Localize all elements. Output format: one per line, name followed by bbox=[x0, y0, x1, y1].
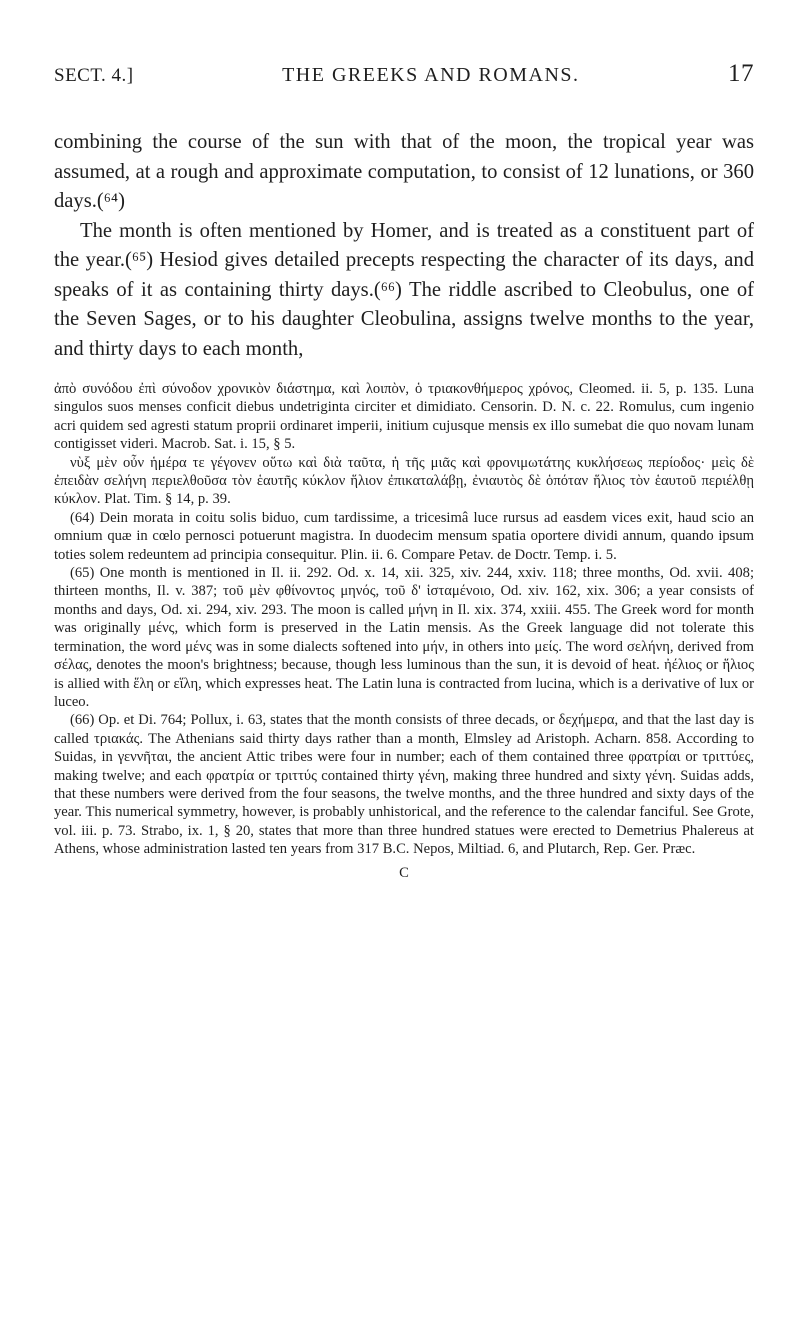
footnote: (65) One month is mentioned in Il. ii. 292. Od. x. 14, xii. 325, xiv. 244, xxiv. 118; three months, Od. xvii. 408; thirteen months, Il. v. 387; τοῦ μὲν φθίνοντος μηνός, τοῦ δ' ἱσταμένοιο, Od. xiv. 162, xix. 306; a year consists of months and days, Od. xi. 294, xiv. 293. The moon is called μήνη in Il. xix. 374, xxiii. 455. The Greek word for month was originally μένς, which form is preserved in the Latin mensis. As the Greek language did not tolerate this termination, the word μένς was in some dialects softened into μήν, in others into μείς. The word σελήνη, derived from σέλας, denotes the moon's brightness; because, though less luminous than the sun, it is devoid of heat. ἠέλιος or ἥλιος is allied with ἕλη or εἵλη, which expresses heat. The Latin luna is contracted from lucina, which is a derivative of lux or luceo. bbox=[54, 565, 754, 710]
footnote: (66) Op. et Di. 764; Pollux, i. 63, states that the month consists of three decads, or δεχήμερα, and that the last day is called τριακάς. The Athenians said thirty days rather than a month, Elmsley ad Aristoph. Acharn. 858. According to Suidas, in γεννῆται, the ancient Attic tribes were four in number; each of them contained three φρατρίαι or τριττύες, making twelve; and each φρατρία or τριττύς contained thirty γένη, making three hundred and sixty γένη. Suidas adds, that these numbers were derived from the four seasons, the twelve months, and the three hundred and sixty days of the year. This numerical symmetry, however, is probably unhistorical, and the reference to the calendar fanciful. See Grote, vol. iii. p. 73. Strabo, ix. 1, § 20, states that more than three hundred statues were erected to Demetrius Phalereus at Athens, whose administration lasted ten years from 317 B.C. Nepos, Miltiad. 6, and Plutarch, Rep. Ger. Præc. bbox=[54, 712, 754, 858]
running-header bbox=[54, 60, 754, 88]
footnote: (64) Dein morata in coitu solis biduo, cum tardissime, a tricesimâ luce rursus ad easdem vices exit, haud scio an omnium quæ in cœlo pernosci potuerunt magistra. In duodecim mensum spatia oportere dividi annum, quando ipsum toties solem redeuntem ad principia consequitur. Plin. ii. 6. Compare Petav. de Doctr. Temp. i. 5. bbox=[54, 509, 754, 563]
section-label: SECT. 4.] bbox=[54, 65, 134, 86]
body-paragraph: combining the course of the sun with that of the moon, the tropical year was assumed, at a rough and approximate computation, to consist of 12 lunations, or 360 days.(⁶⁴) bbox=[54, 131, 754, 212]
signature-mark: C bbox=[399, 864, 409, 881]
page-number: 17 bbox=[728, 60, 754, 87]
body-paragraph: The month is often mentioned by Homer, and is treated as a constituent part of the year.(⁶⁵) Hesiod gives detailed precepts respecting the character of its days, and speaks of it as containing thirty days.(⁶⁶) The riddle ascribed to Cleobulus, one of the Seven Sages, or to his daughter Cleobulina, assigns twelve months to the year, and thirty days to each month, bbox=[54, 219, 754, 360]
footnote: ἀπὸ συνόδου ἐπὶ σύνοδον χρονικὸν διάστημα, καὶ λοιπὸν, ὁ τριακονθήμερος χρόνος, Cleomed. ii. 5, p. 135. Luna singulos suos menses conficit diebus undetriginta circiter et dimidiato. Censorin. D. N. c. 22. Romulus, cum ingenio acri quidem sed agresti statum proprii ordinaret imperii, initium cujusque mensis ex illo sumebat die quo novam lunam contigisset videri. Macrob. Sat. i. 15, § 5. bbox=[54, 381, 754, 453]
main-text bbox=[54, 128, 754, 364]
footnotes bbox=[54, 380, 754, 859]
running-title: THE GREEKS AND ROMANS. bbox=[282, 64, 580, 86]
page bbox=[54, 60, 754, 882]
footnote: νὺξ μὲν οὖν ἡμέρα τε γέγονεν οὕτω καὶ διὰ ταῦτα, ἡ τῆς μιᾶς καὶ φρονιμωτάτης κυκλήσεως περίοδος· μεὶς δὲ ἐπειδὰν σελήνη περιελθοῦσα τὸν ἑαυτῆς κύκλον ἥλιον ἐπικαταλάβῃ, ἐνιαυτὸς δὲ ὁπόταν ἥλιος τὸν ἑαυτοῦ περιέλθῃ κύκλον. Plat. Tim. § 14, p. 39. bbox=[54, 454, 754, 508]
